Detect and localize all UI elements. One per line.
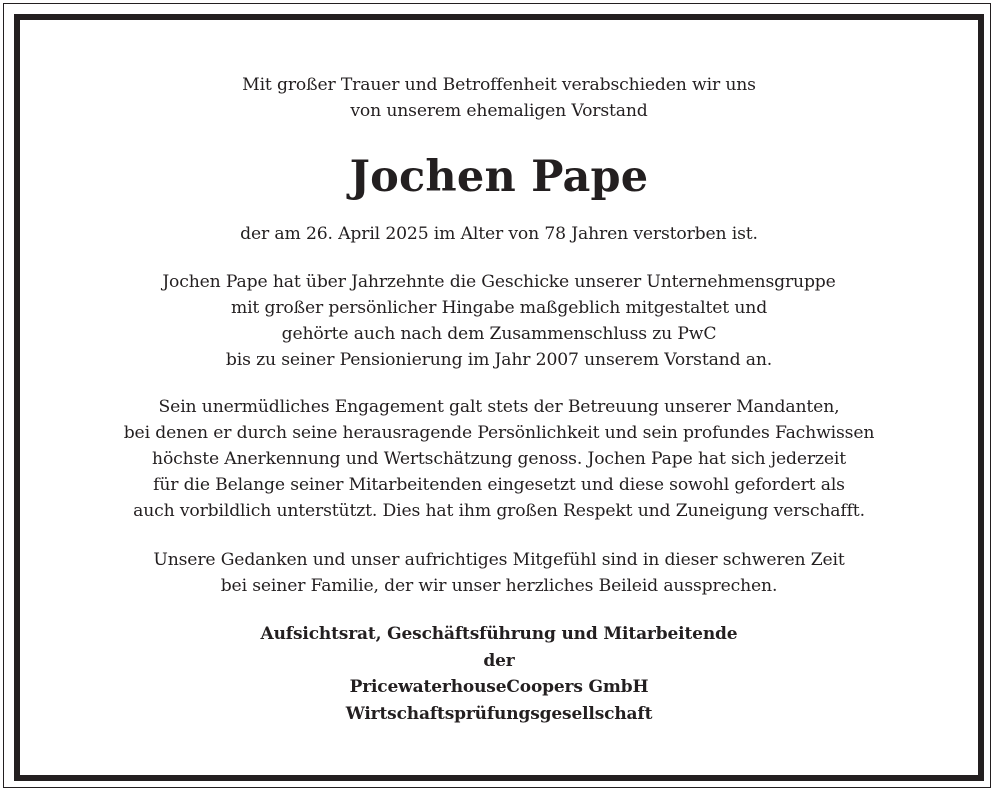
paragraph-line: Jochen Pape hat über Jahrzehnte die Geschicke unserer Unternehmensgruppe [162,272,836,292]
signature-line: der [483,650,515,671]
tribute-paragraph-2 [20,394,978,524]
intro-line: Mit großer Trauer und Betroffenheit verabschieden wir uns [242,75,756,95]
paragraph-line: bei denen er durch seine herausragende Persönlichkeit und sein profundes Fachwissen [123,423,875,443]
signature-line: Aufsichtsrat, Geschäftsführung und Mitarbeitende [260,624,738,644]
paragraph-line: mit großer persönlicher Hingabe maßgeblich mitgestaltet und [230,298,768,318]
deceased-name: Jochen Pape [349,152,649,202]
paragraph-line: höchste Anerkennung und Wertschätzung genoss. Jochen Pape hat sich jederzeit [152,449,846,469]
intro-text [20,72,978,124]
paragraph-line: bei seiner Familie, der wir unser herzliches Beileid aussprechen. [220,576,778,596]
tribute-paragraph-1 [20,269,978,373]
intro-line: von unserem ehemaligen Vorstand [350,101,648,121]
paragraph-line: bis zu seiner Pensionierung im Jahr 2007 unserem Vorstand an. [225,350,773,370]
paragraph-line: für die Belange seiner Mitarbeitenden eingesetzt und diese sowohl gefordert als [153,475,845,495]
paragraph-line: gehörte auch nach dem Zusammenschluss zu PwC [281,324,717,344]
company-name: PricewaterhouseCoopers GmbH [349,677,649,697]
signature-block [20,621,978,727]
death-notice [20,221,978,247]
company-type: Wirtschaftsprüfungsgesellschaft [345,703,653,724]
condolence-paragraph [20,547,978,599]
paragraph-line: Unsere Gedanken und unser aufrichtiges Mitgefühl sind in dieser schweren Zeit [153,550,845,570]
paragraph-line: auch vorbildlich unterstützt. Dies hat ihm großen Respekt und Zuneigung verschafft. [133,501,865,521]
paragraph-line: Sein unermüdliches Engagement galt stets der Betreuung unserer Mandanten, [158,397,840,417]
death-notice-line: der am 26. April 2025 im Alter von 78 Jahren verstorben ist. [240,224,758,244]
